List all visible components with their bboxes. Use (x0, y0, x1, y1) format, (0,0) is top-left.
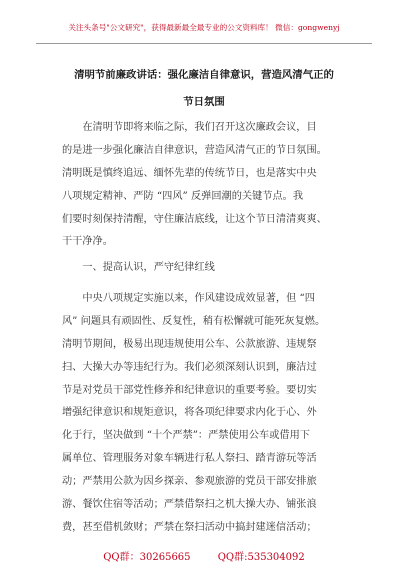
qq-group-2: QQ群:535304092 (217, 552, 305, 563)
section-1-heading (62, 257, 354, 280)
text-line: 干干净净。 (62, 236, 113, 248)
text-line: 扫、大操大办等违纪行为。我们必须深刻认识到，廉洁过 (62, 361, 317, 373)
text-line: 增强纪律意识和规矩意识，将各项纪律要求内化于心、外 (62, 407, 317, 419)
text-line: 八项规定精神、严防 “四风” 反弹回潮的关键节点。我 (62, 190, 304, 202)
section-1-body (62, 288, 354, 540)
document-title-line-2: 节日氛围 (183, 96, 225, 108)
text-line: 在清明节即将来临之际，我们召开这次廉政会议，目 (62, 122, 317, 133)
text-line: 化于行，坚决做到 “十个严禁”：严禁使用公车或借用下 (62, 430, 310, 442)
section-heading-text: 一、提高认识，严守纪律红线 (62, 262, 215, 273)
text-line: 游、餐饮住宿等活动；严禁借祭扫之机大操大办、铺张浪 (62, 499, 317, 511)
text-line: 属单位、管理服务对象车辆进行私人祭扫、踏青游玩等活 (62, 453, 317, 465)
page-header-notice: 关注头条号"公文研究"，获得最新最全最专业的公文资料库！ 微信：gongwenyj (68, 23, 340, 32)
text-line: 们要时刻保持清醒，守住廉洁底线，让这个节日清清爽爽、 (62, 213, 327, 225)
text-line: 中央八项规定实施以来，作风建设成效显著，但 “四 (62, 293, 315, 304)
text-line: 清明节期间，极易出现违规使用公车、公款旅游、违规祭 (62, 338, 317, 350)
qq-group-1: QQ群：30265665 (103, 552, 191, 563)
header-divider (36, 43, 372, 44)
text-line: 的是进一步强化廉洁自律意识，营造风清气正的节日氛围。 (62, 144, 327, 156)
intro-paragraph (62, 117, 354, 254)
page-footer (0, 548, 408, 563)
text-line: 节是对党员干部党性修养和纪律意识的重要考验。要切实 (62, 384, 317, 396)
text-line: 清明既是慎终追远、缅怀先辈的传统节日，也是落实中央 (62, 167, 317, 179)
text-line: 风” 问题具有顽固性、反复性，稍有松懈就可能死灰复燃。 (62, 315, 326, 327)
text-line: 动；严禁用公款为因乡探亲、参观旅游的党员干部安排旅 (62, 476, 317, 488)
document-title-line-1: 清明节前廉政讲话：强化廉洁自律意识，营造风清气正的 (74, 69, 334, 81)
text-line: 费，甚至借机敛财；严禁在祭扫活动中搞封建迷信活动； (62, 521, 317, 533)
